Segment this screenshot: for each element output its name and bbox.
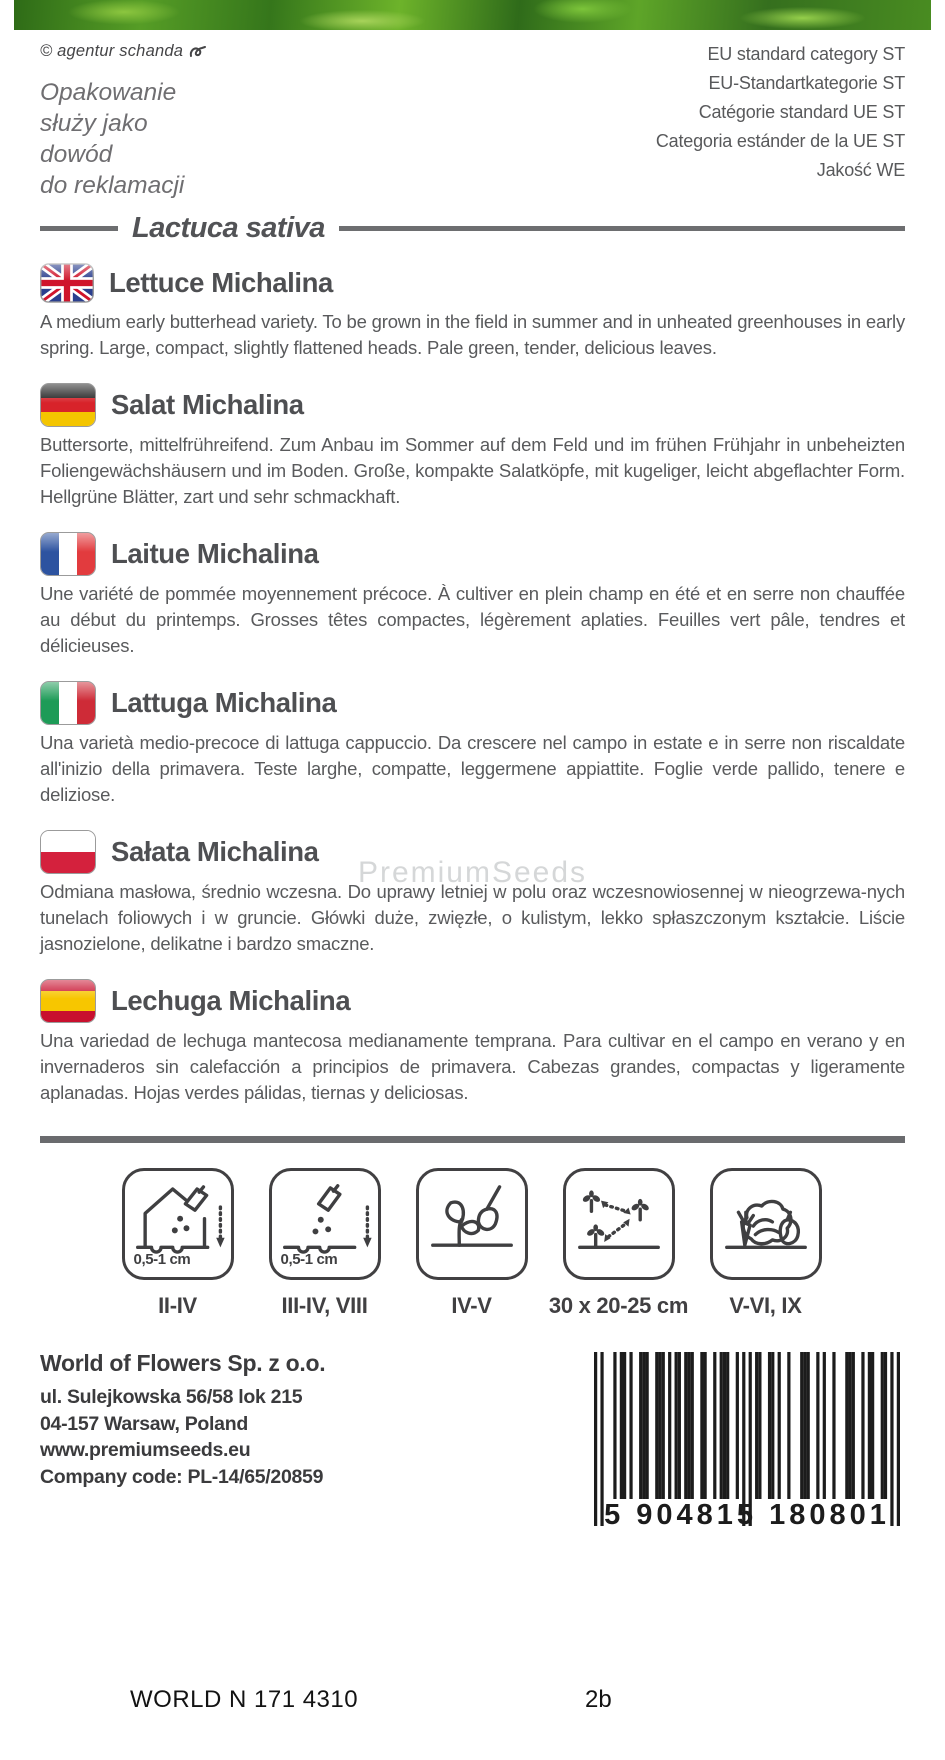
section-english (40, 262, 905, 361)
section-title: Laitue Michalina (111, 538, 319, 569)
copyright-text: © agentur schanda (40, 42, 184, 60)
masthead-left (40, 42, 207, 201)
spacing-icon (566, 1171, 672, 1277)
planting-out-icon (419, 1171, 525, 1277)
section-body: Buttersorte, mittelfrühreifend. Zum Anbau im Sommer auf dem Feld und im frühen Frühjahr in unbeheizten Foliengewächshäusern und im Boden. Große, kompakte Salatköpfe, mit kugeliger, leicht abgeflachter Form. Hellgrüne Blätter, zart und sehr schmackhaft. (40, 434, 905, 507)
section-head (40, 830, 905, 874)
sowing-depth-label: 0,5-1 cm (133, 1251, 191, 1268)
species-header (40, 212, 905, 245)
company-address-line: ul. Sulejkowska 56/58 lok 215 (40, 1386, 303, 1408)
section-spanish (40, 979, 905, 1106)
section-german (40, 383, 905, 510)
agentur-schanda-logo-icon (189, 45, 207, 59)
company-block (40, 1350, 325, 1490)
pictogram-row (104, 1168, 839, 1319)
section-head (40, 532, 905, 576)
pictogram-label: IV-V (451, 1293, 492, 1318)
pictogram-harvest (692, 1168, 839, 1319)
claim-line: dowód (40, 141, 113, 168)
barcode (594, 1352, 900, 1531)
section-title: Lettuce Michalina (109, 267, 333, 298)
section-polish (40, 830, 905, 957)
uk-flag-icon (40, 262, 94, 304)
footer-code: WORLD N 171 4310 (130, 1686, 359, 1713)
claim-text (40, 77, 207, 201)
rule-right (339, 226, 905, 231)
spain-flag-icon (40, 979, 96, 1023)
germany-flag-icon (40, 383, 96, 427)
rule-left (40, 226, 118, 231)
company-code: Company code: PL-14/65/20859 (40, 1465, 324, 1488)
copyright-line (40, 42, 207, 61)
pictogram-spacing (545, 1168, 692, 1319)
section-head (40, 681, 905, 725)
section-body: Odmiana masłowa, średnio wczesna. Do uprawy letniej w polu oraz wczesnowiosennej w nieogrzewa-nych tunelach foliowych i w gruncie. Główki duże, zwięzłe, o kulistym, lekko spłaszczonym kształcie. Liście jasnozielone, delikatne i bardzo smaczne. (40, 881, 905, 954)
language-sections (40, 262, 905, 1128)
claim-line: służy jako (40, 110, 148, 137)
eu-category-line: EU standard category ST (707, 44, 905, 64)
section-body: Una varietà medio-precoce di lattuga cappuccio. Da crescere nel campo in estate e in serre non riscaldate all'inizio della primavera. Teste larghe, compatte, leggermene appiattite. Foglie verde pallido, tenere e deliziose. (40, 732, 905, 805)
italy-flag-icon (40, 681, 96, 725)
pictogram-planting-out (398, 1168, 545, 1319)
section-body: Une variété de pommée moyennement précoce. À cultiver en plein champ en été et en serre non chauffée au début du printemps. Grosses têtes compactes, légèrement aplaties. Feuilles vert pâle, tendres et délicieuses. (40, 583, 905, 656)
company-name: World of Flowers Sp. z o.o. (40, 1350, 326, 1376)
watermark: PremiumSeeds (357, 856, 588, 889)
sowing-depth-label: 0,5-1 cm (280, 1251, 338, 1268)
section-head (40, 979, 905, 1023)
barcode-digits: 5 904815 180801 (604, 1499, 890, 1531)
pictogram-sow-outdoors (251, 1168, 398, 1319)
company-address-line: 04-157 Warsaw, Poland (40, 1412, 248, 1435)
eu-category-line: EU-Standartkategorie ST (708, 73, 905, 93)
pictogram-label: V-VI, IX (729, 1293, 802, 1318)
claim-line: do reklamacji (40, 172, 185, 199)
section-title: Lechuga Michalina (111, 985, 351, 1016)
poland-flag-icon (40, 830, 96, 874)
eu-category-line: Catégorie standard UE ST (698, 102, 905, 122)
france-flag-icon (40, 532, 96, 576)
eu-category-line: Categoria estánder de la UE ST (655, 131, 905, 151)
footer-batch: 2b (585, 1686, 612, 1713)
eu-category-line: Jakość WE (816, 160, 905, 180)
section-head (40, 262, 905, 304)
pictogram-label: III-IV, VIII (281, 1293, 368, 1318)
section-title: Salat Michalina (111, 389, 304, 420)
section-title: Lattuga Michalina (111, 687, 337, 718)
claim-line: Opakowanie (40, 79, 177, 106)
section-head (40, 383, 905, 427)
eu-category-block (656, 40, 905, 185)
section-french (40, 532, 905, 659)
section-body: A medium early butterhead variety. To be grown in the field in summer and in unheated greenhouses in early spring. Large, compact, slightly flattened heads. Pale green, tender, delicious leaves. (40, 311, 905, 358)
lettuce-photo-strip (14, 0, 931, 30)
harvest-icon (713, 1171, 819, 1277)
pictogram-label: II-IV (158, 1293, 197, 1318)
species-name: Lactuca sativa (132, 212, 325, 244)
divider-bar (40, 1136, 905, 1143)
pictogram-label: 30 x 20-25 cm (548, 1293, 689, 1318)
pictogram-sow-indoors (104, 1168, 251, 1319)
section-body: Una variedad de lechuga mantecosa medianamente temprana. Para cultivar en el campo en verano y en invernaderos sin calefacción a principios de primavera. Cabezas grandes, compactas y ligeramente aplanadas. Hojas verdes pálidas, tiernas y deliciosas. (40, 1030, 905, 1103)
company-website: www.premiumseeds.eu (40, 1439, 251, 1461)
section-title: Sałata Michalina (111, 836, 319, 867)
section-italian (40, 681, 905, 808)
